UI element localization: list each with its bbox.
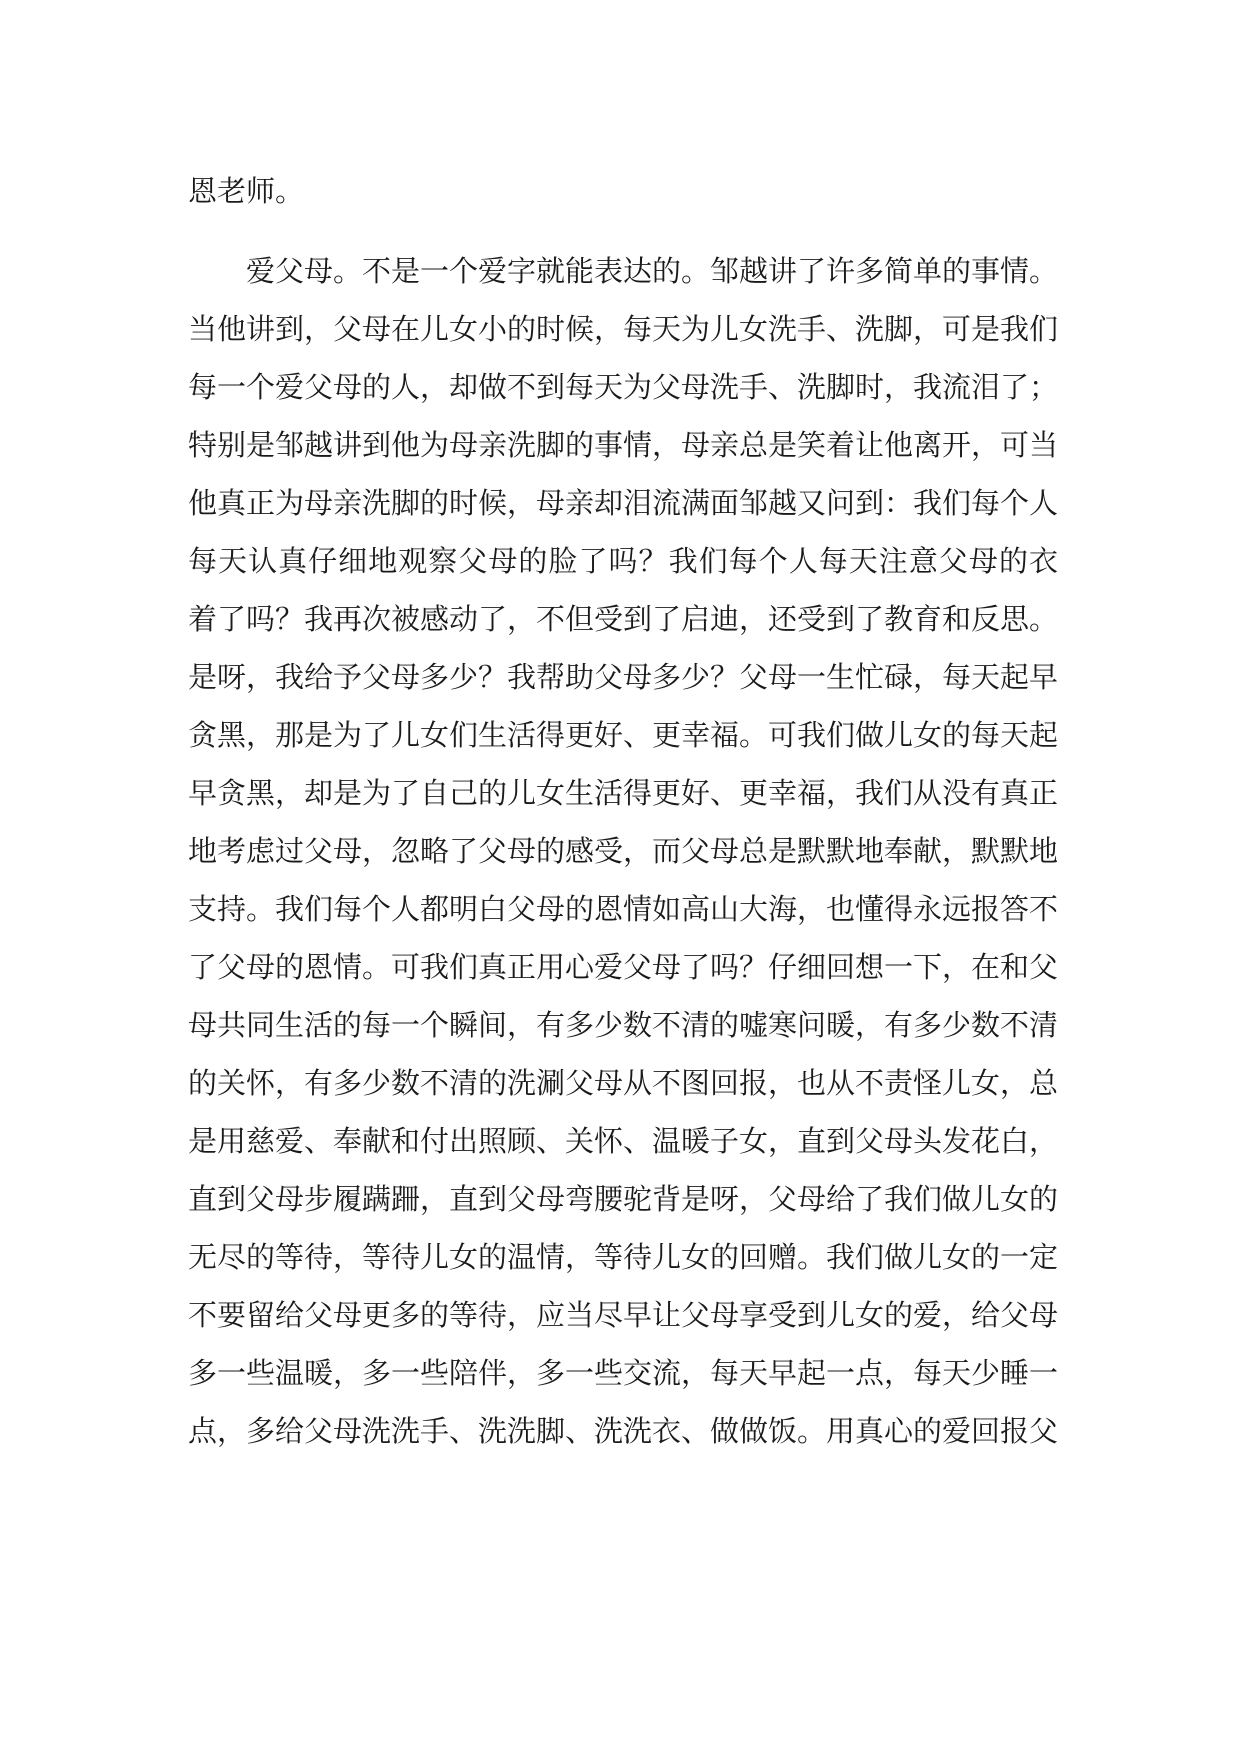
- body-text: [188, 162, 1058, 1460]
- paragraph-line: 是用慈爱、奉献和付出照顾、关怀、温暖子女，直到父母头发花白，: [188, 1124, 1059, 1158]
- paragraph-line: 早贪黑，却是为了自己的儿女生活得更好、更幸福，我们从没有真正: [188, 776, 1059, 810]
- paragraph-line: 不要留给父母更多的等待，应当尽早让父母享受到儿女的爱，给父母: [188, 1298, 1059, 1332]
- paragraph-line: 每天认真仔细地观察父母的脸了吗？我们每个人每天注意父母的衣: [188, 544, 1058, 578]
- paragraph-line: 了父母的恩情。可我们真正用心爱父母了吗？仔细回想一下，在和父: [188, 950, 1059, 984]
- paragraph-line: 直到父母步履蹒跚，直到父母弯腰驼背是呀，父母给了我们做儿女的: [188, 1182, 1059, 1216]
- paragraph-line: 点，多给父母洗洗手、洗洗脚、洗洗衣、做做饭。用真心的爱回报父: [188, 1414, 1059, 1448]
- paragraph-line: 地考虑过父母，忽略了父母的感受，而父母总是默默地奉献，默默地: [188, 834, 1059, 868]
- paragraph-line: 多一些温暖，多一些陪伴，多一些交流，每天早起一点，每天少睡一: [188, 1356, 1059, 1390]
- paragraph-line: 支持。我们每个人都明白父母的恩情如高山大海，也懂得永远报答不: [188, 892, 1059, 926]
- paragraph-gap: [188, 220, 1058, 242]
- paragraph-line: 无尽的等待，等待儿女的温情，等待儿女的回赠。我们做儿女的一定: [188, 1240, 1059, 1274]
- continuation-line: 恩老师。: [188, 174, 305, 208]
- paragraph-line: 当他讲到，父母在儿女小的时候，每天为儿女洗手、洗脚，可是我们: [188, 312, 1059, 346]
- paragraph-line: 特别是邹越讲到他为母亲洗脚的事情，母亲总是笑着让他离开，可当: [188, 428, 1059, 462]
- paragraph-line: 着了吗？我再次被感动了，不但受到了启迪，还受到了教育和反思。: [188, 602, 1059, 636]
- paragraph-line: 他真正为母亲洗脚的时候，母亲却泪流满面邹越又问到：我们每个人: [188, 486, 1059, 520]
- paragraph-line: 每一个爱父母的人，却做不到每天为父母洗手、洗脚时，我流泪了；: [188, 370, 1059, 404]
- paragraph-line: 贪黑，那是为了儿女们生活得更好、更幸福。可我们做儿女的每天起: [188, 718, 1059, 752]
- paragraph: [188, 242, 1058, 1460]
- paragraph-line: 爱父母。不是一个爱字就能表达的。邹越讲了许多简单的事情。: [246, 254, 1059, 288]
- paragraph-line: 的关怀，有多少数不清的洗涮父母从不图回报，也从不责怪儿女，总: [188, 1066, 1059, 1100]
- paragraph-line: 是呀，我给予父母多少？我帮助父母多少？父母一生忙碌，每天起早: [188, 660, 1059, 694]
- paragraph-line: 母共同生活的每一个瞬间，有多少数不清的嘘寒问暖，有多少数不清: [188, 1008, 1059, 1042]
